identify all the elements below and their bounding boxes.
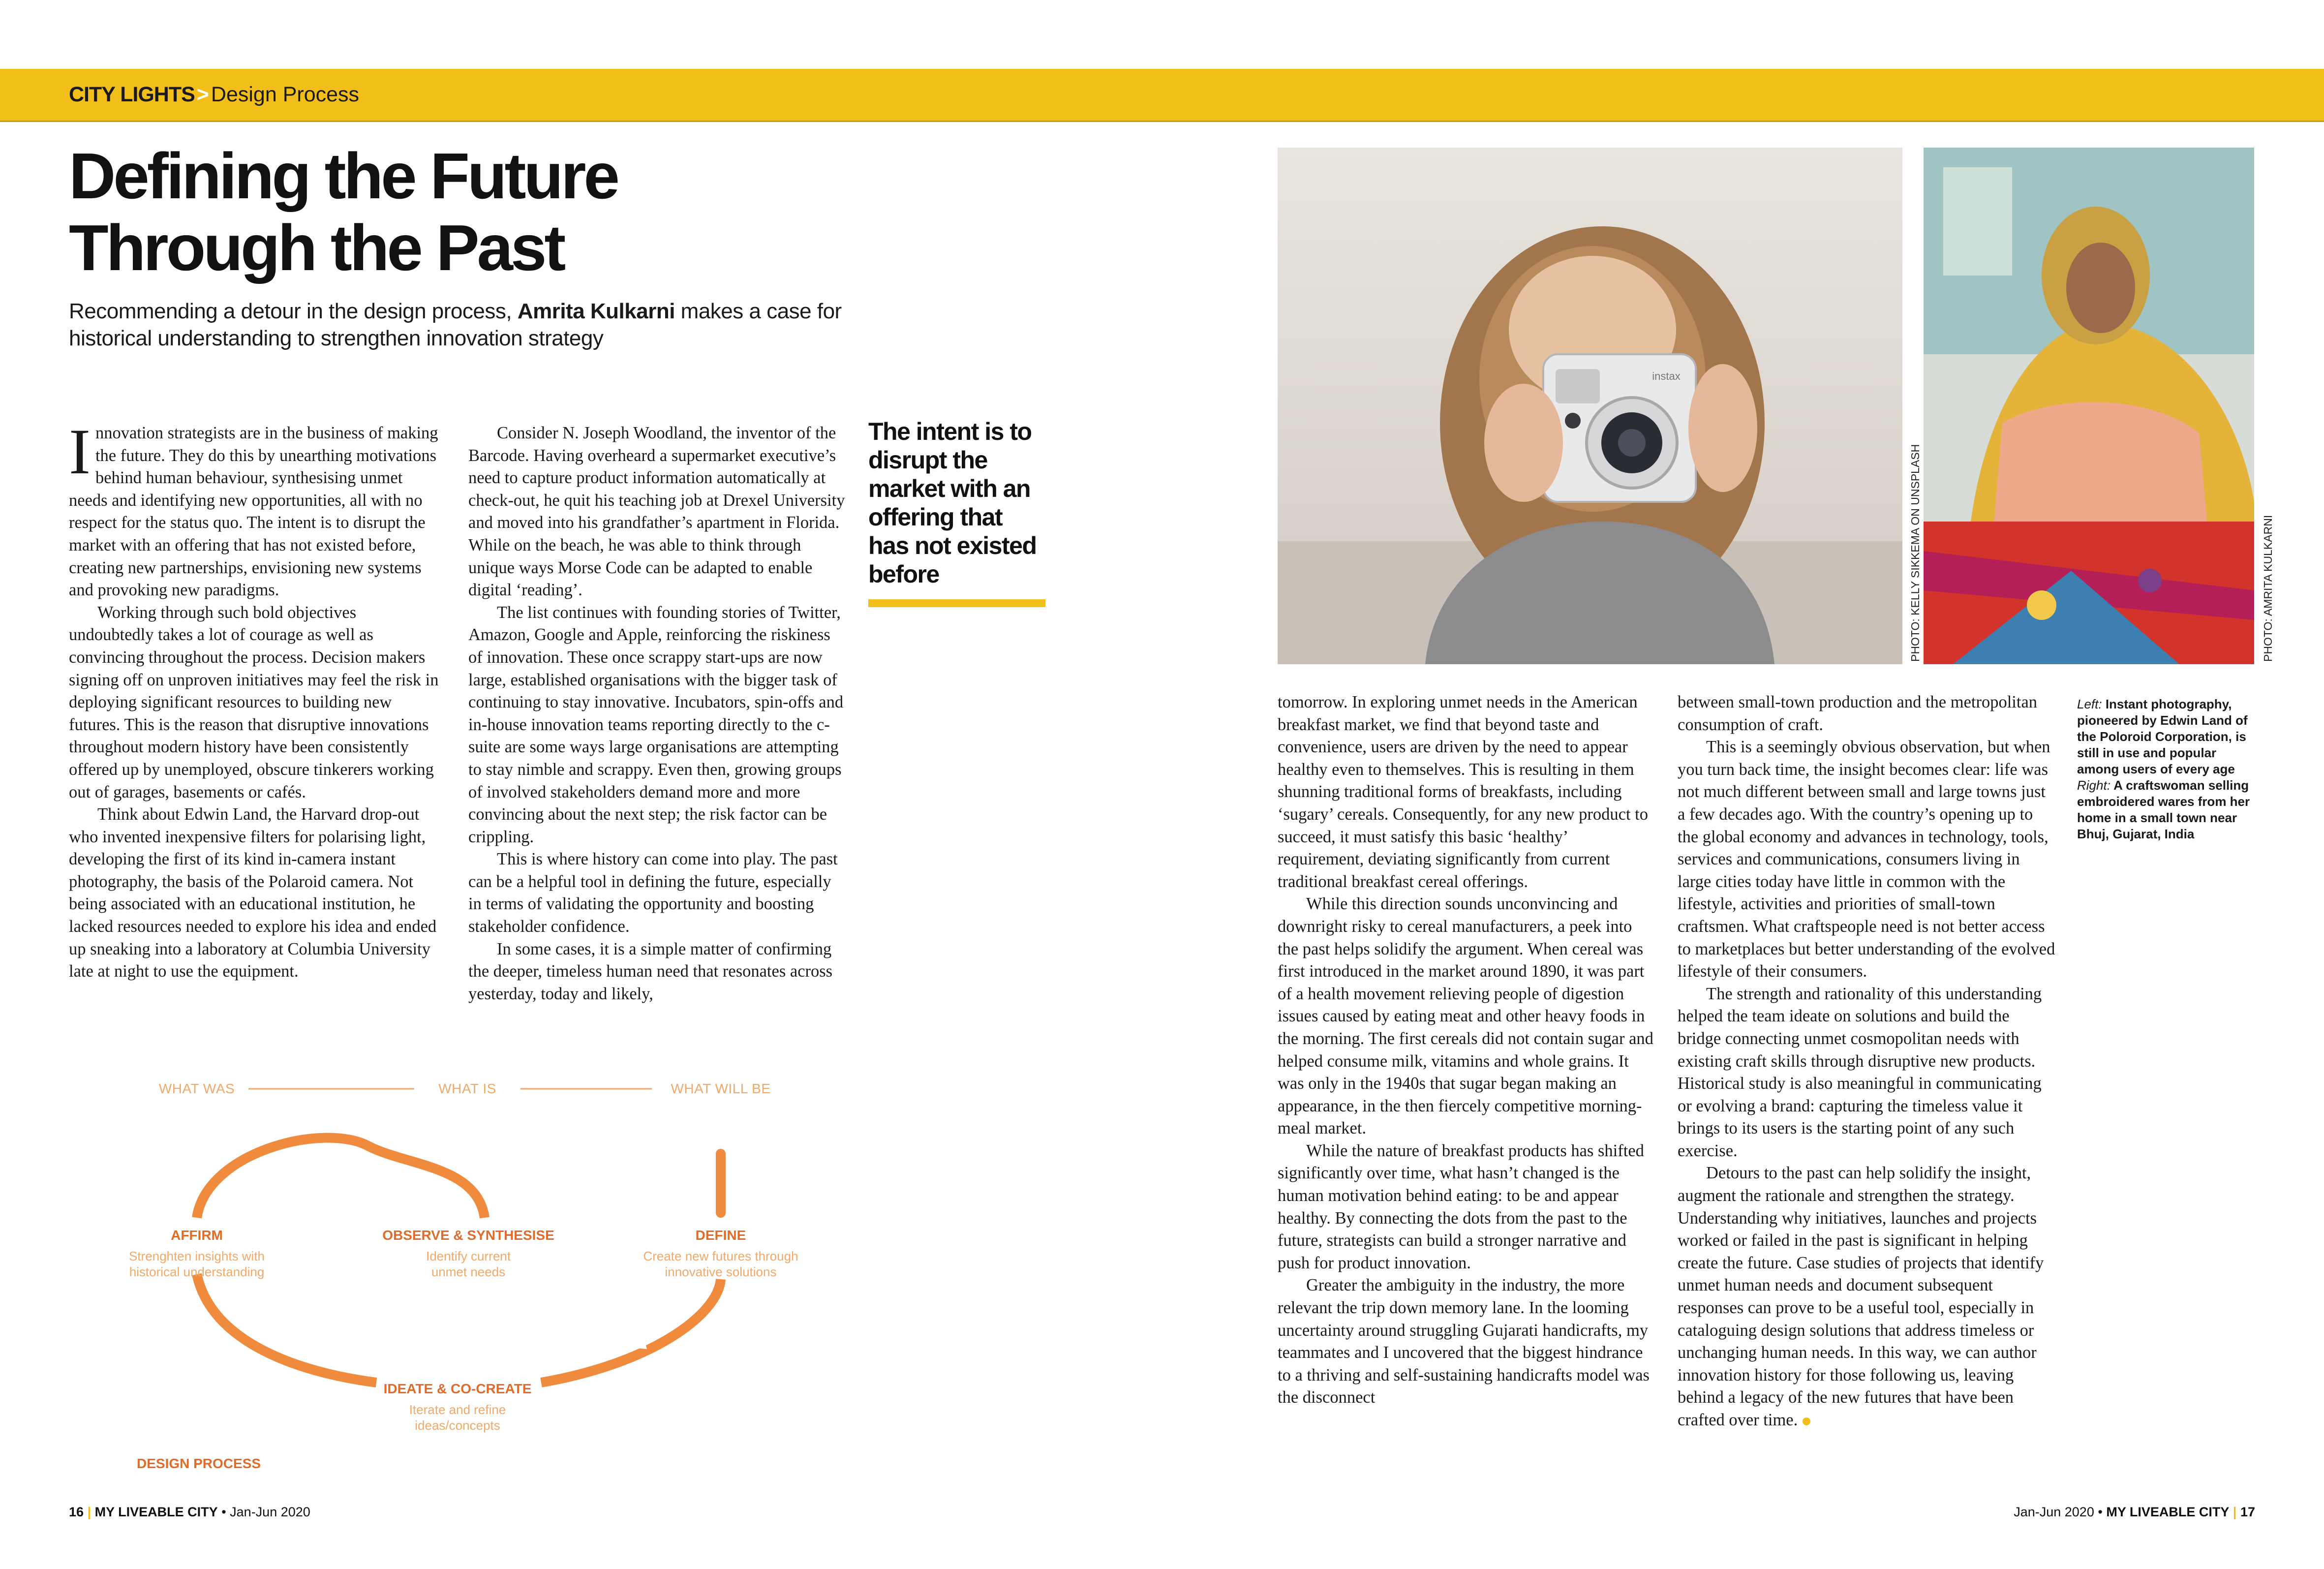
caption-right-label: Right: [2077,778,2110,793]
paragraph: Consider N. Joseph Woodland, the inventor of the Barcode. Having overheard a supermarket executive’s need to capture product information automatically at check-out, he quit his teaching job at Drexel University and moved into his grandfather’s apartment in Florida. While on the beach, he was able to think through unique ways Morse Code can be adapted to enable digital ‘reading’. [468,424,845,600]
publication-name-right: MY LIVEABLE CITY [2106,1505,2230,1519]
body-column-2 [468,422,847,1005]
timeline-label-present: WHAT IS [438,1081,496,1096]
footer-pipe-right: | [2232,1505,2237,1519]
paragraph: In some cases, it is a simple matter of confirming the deeper, timeless human need that resonates across yesterday, today and likely, [468,939,833,1003]
paragraph: Innovation strategists are in the business of making the future. They do this by unearthing motivations behind human behaviour, synthesising unmet needs and identifying new opportunities, all with no respect for the status quo. The intent is to disrupt the market with an offering that has not existed before, creating new partnerships, envisioning new systems and provoking new paradigms. [69,415,438,600]
step-desc-affirm-2: historical understanding [129,1264,265,1279]
body-column-4 [1678,691,2056,1432]
paragraph: Working through such bold objectives undoubtedly takes a lot of courage as well as convincing throughout the process. Decision makers signing off on unproven initiatives may feel the risk in deploying significant resources to building new futures. This is the reason that disruptive innovations throughout modern history have been consistently offered up by unemployed, obscure tinkerers working out of garages, basements or cafés. [69,603,439,801]
page-number-right: 17 [2240,1505,2255,1519]
page-number-left: 16 [69,1505,84,1519]
caption-left-text: Instant photography, pioneered by Edwin Land of the Poloroid Corporation, is still in use and popular among users of every age [2077,697,2248,776]
paragraph: Detours to the past can help solidify the insight, augment the rationale and strengthen the strategy. Understanding why initiatives, launches and projects worked or failed in the past is significant in helping create the future. Case studies of projects that identify unmet human needs and document subsequent responses can prove to be a useful tool, especially in cataloguing design solutions that address timeless or unchanging human needs. In this way, we can author innovation history for those following us, leaving behind a legacy of the new futures that have been crafted over time. [1678,1164,2044,1429]
paragraph: Think about Edwin Land, the Harvard drop-out who invented inexpensive filters for polarising light, developing the first of its kind in-camera instant photography, the basis of the Polaroid camera. Not being associated with an educational institution, he lacked resources needed to explore his idea and ended up sneaking into a laboratory at Columbia University late at night to use the equipment. [69,805,437,981]
footer-bullet-right: • [2098,1505,2103,1519]
step-desc-define-1: Create new futures through [643,1249,798,1263]
step-title-observe: OBSERVE & SYNTHESISE [382,1228,554,1243]
cycle-arc-lower-right [541,1279,721,1383]
cycle-arrowhead-lower [637,1338,647,1349]
step-desc-observe-2: unmet needs [431,1264,506,1279]
section-header-bar [0,69,2324,122]
publication-name-left: MY LIVEABLE CITY [94,1505,218,1519]
headline [69,140,856,284]
standfirst-intro: Recommending a detour in the design process, [69,299,518,323]
section-kicker [69,81,359,108]
paragraph: The list continues with founding stories of Twitter, Amazon, Google and Apple, reinforcing the riskiness of innovation. These once scrappy start-ups are now large, established organisations with the bigger task of continuing to stay innovative. Incubators, spin-offs and in-house innovation teams reporting directly to the c-suite are some ways large organisations are attempting to stay nimble and scrappy. Even then, growing groups of involved stakeholders demand more and more convincing about the next step; the risk factor can be crippling. [468,603,844,846]
caption-right-text: A craftswoman selling embroidered wares from her home in a small town near Bhuj, Gujarat, India [2077,778,2250,841]
headline-line-1: Defining the Future [69,140,617,212]
photo-child-instant-camera [1278,148,1902,664]
step-desc-define-2: innovative solutions [665,1264,777,1279]
issue-date-left: Jan-Jun 2020 [230,1505,310,1519]
step-desc-affirm-1: Strenghten insights with [128,1249,265,1263]
step-desc-ideate-1: Iterate and refine [409,1402,506,1417]
photo-credit-right: PHOTO: AMRITA KULKARNI [2262,515,2274,662]
timeline-label-future: WHAT WILL BE [671,1081,771,1096]
body-column-3 [1278,691,1656,1409]
paragraph: This is where history can come into play. The past can be a helpful tool in defining the future, especially in terms of validating the opportunity and boosting stakeholder confidence. [468,850,838,936]
photo-caption [2077,696,2259,842]
caption-left-label: Left: [2077,697,2102,711]
photo-illustration-right [1924,148,2254,664]
subsection-name: Design Process [211,83,360,106]
camera-brand-logo: instax [1652,370,1681,382]
cycle-arrowhead-upper [347,1122,357,1136]
step-title-affirm: AFFIRM [171,1228,223,1243]
photo-illustration [1278,148,1902,664]
end-of-article-mark [1803,1417,1810,1425]
timeline-label-past: WHAT WAS [158,1081,235,1096]
section-name: CITY LIGHTS [69,83,195,106]
headline-line-2: Through the Past [69,212,564,284]
diagram-label: DESIGN PROCESS [137,1456,261,1471]
paragraph: This is a seemingly obvious observation, but when you turn back time, the insight becomes clear: life was not much different between small and large towns just a few decades ago. With the country’s opening up to the global economy and advances in technology, tools, services and communications, consumers living in large cities today have little in common with the lifestyle, activities and priorities of small-town craftsmen. What craftspeople need is not better access to marketplaces but better understanding of the evolved lifestyle of their consumers. [1678,738,2055,981]
cycle-arc-upper [197,1138,485,1218]
footer-bullet-left: • [221,1505,226,1519]
footer-pipe-left: | [87,1505,92,1519]
paragraph: tomorrow. In exploring unmet needs in the American breakfast market, we find that beyond taste and convenience, users are driven by the need to appear healthy even to themselves. This is resulting in them shunning traditional forms of breakfasts, including ‘sugary’ cereals. Consequently, for any new product to succeed, it must satisfy this basic ‘healthy’ requirement, deviating significantly from current traditional breakfast cereal offerings. [1278,693,1649,891]
paragraph: Greater the ambiguity in the industry, the more relevant the trip down memory lane. In the looming uncertainty around struggling Gujarati handicrafts, my teammates and I uncovered that the biggest hindrance to a thriving and self-sustaining handicrafts model was the disconnect [1278,1276,1650,1407]
footer-left [69,1505,310,1520]
pull-quote: The intent is to disrupt the market with an offering that has not existed before [868,418,1037,588]
body-column-1 [69,415,443,983]
step-title-ideate: IDEATE & CO-CREATE [383,1381,532,1396]
cycle-arc-lower-left [197,1274,376,1383]
step-desc-ideate-2: ideas/concepts [415,1418,500,1433]
step-title-define: DEFINE [695,1228,746,1243]
photo-credit-left: PHOTO: KELLY SIKKEMA ON UNSPLASH [1909,444,1922,662]
pull-quote-rule [868,599,1045,607]
breadcrumb-separator: > [196,83,209,106]
paragraph: While the nature of breakfast products has shifted significantly over time, what hasn’t changed is the human motivation behind eating: to be and appear healthy. By connecting the dots from the past to the future, strategists can build a stronger narrative and push for product innovation. [1278,1141,1644,1272]
paragraph: While this direction sounds unconvincing and downright risky to cereal manufacturers, a peek into the past helps solidify the argument. When cereal was first introduced in the market around 1890, it was part of a health movement relieving people of digestion issues caused by eating meat and other heavy foods in the morning. The first cereals did not contain sugar and helped consume milk, vitamins and whole grains. It was only in the 1940s that sugar began making an appearance, in the then fiercely competitive morning-meal market. [1278,894,1653,1138]
photo-craftswoman [1924,148,2254,664]
issue-date-right: Jan-Jun 2020 [2014,1505,2094,1519]
author-name: Amrita Kulkarni [517,299,675,323]
footer-right [2014,1505,2255,1520]
paragraph: between small-town production and the metropolitan consumption of craft. [1678,693,2038,734]
design-process-diagram [113,1068,826,1481]
step-desc-observe-1: Identify current [426,1249,511,1263]
standfirst-rest: makes a case for historical understanding to strengthen innovation strategy [69,299,842,350]
paragraph: The strength and rationality of this understanding helped the team ideate on solutions and build the bridge connecting unmet cosmopolitan needs with existing craft skills through disruptive new products. Historical study is also meaningful in communicating or evolving a brand: capturing the timeless value it brings to its users is the starting point of any such exercise. [1678,984,2042,1160]
standfirst [69,298,900,352]
